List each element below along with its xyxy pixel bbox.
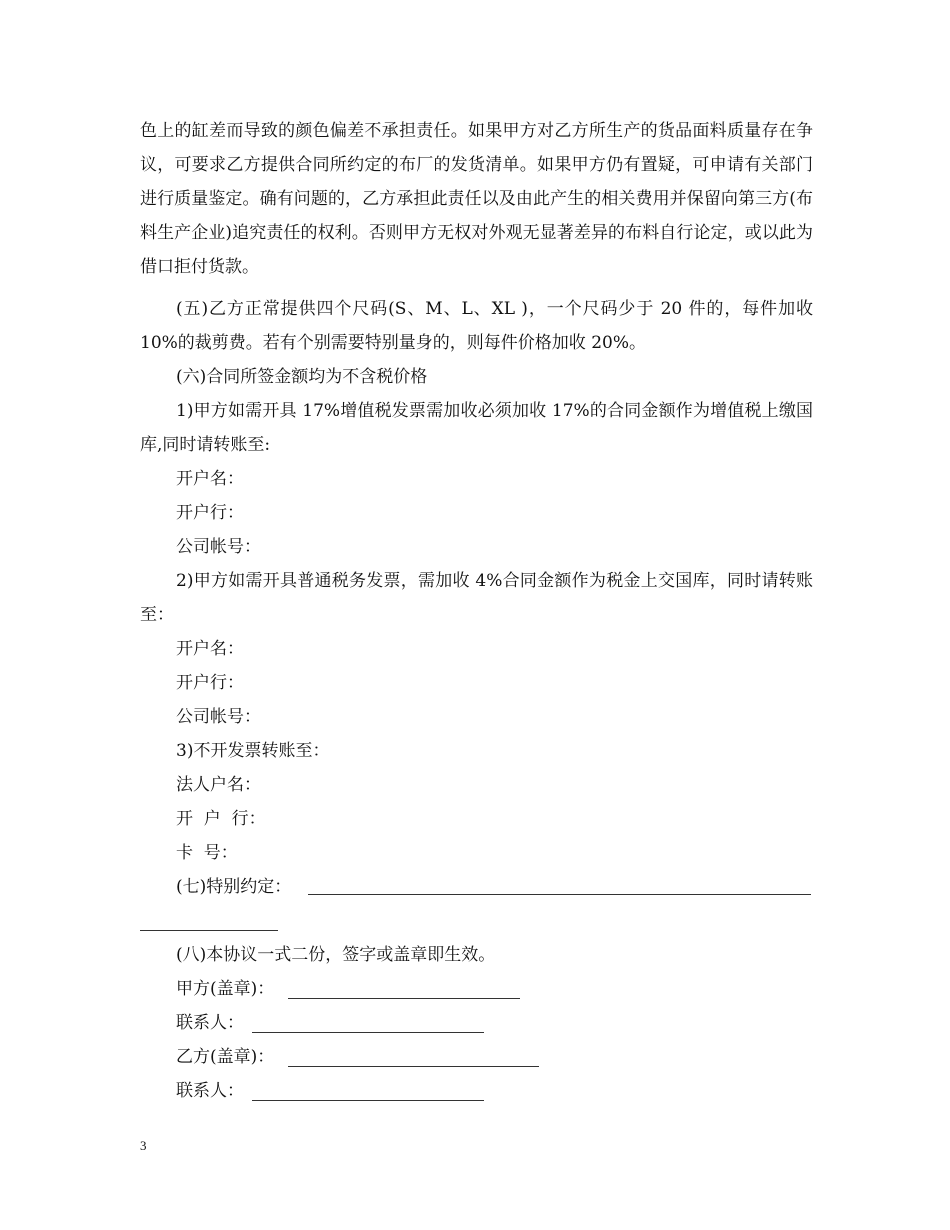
party-b-seal-blank-line bbox=[288, 1066, 539, 1067]
account2-name-label: 开户名： bbox=[176, 639, 244, 659]
clause-6-item-2: 2)甲方如需开具普通税务发票，需加收 4%合同金额作为税金上交国库，同时请转账至： bbox=[140, 571, 813, 625]
party-b-seal-label: 乙方(盖章)： bbox=[176, 1047, 275, 1067]
contact-a-label: 联系人： bbox=[176, 1013, 244, 1033]
special-agreement-blank-line-continued bbox=[140, 930, 278, 931]
special-agreement-blank-line bbox=[308, 894, 811, 895]
contact-a-blank-line bbox=[252, 1032, 484, 1033]
contact-b-blank-line bbox=[252, 1100, 484, 1101]
account2-bank-label: 开户行： bbox=[176, 673, 244, 693]
clause-8-effect: (八)本协议一式二份，签字或盖章即生效。 bbox=[176, 945, 496, 965]
paragraph-clause-5-sizes: (五)乙方正常提供四个尺码(S、M、L、XL )，一个尺码少于 20 件的，每件加收 10%的裁剪费。若有个别需要特别量身的，则每件价格加收 20%。 bbox=[140, 299, 813, 353]
card-number-label: 卡 号： bbox=[176, 843, 238, 863]
account1-name-label: 开户名： bbox=[176, 469, 244, 489]
party-a-seal-blank-line bbox=[288, 998, 520, 999]
legal-person-name-label: 法人户名： bbox=[176, 775, 261, 795]
account1-bank-label: 开户行： bbox=[176, 503, 244, 523]
contact-b-label: 联系人： bbox=[176, 1081, 244, 1101]
account1-number-label: 公司帐号： bbox=[176, 537, 261, 557]
clause-6-item-1: 1)甲方如需开具 17%增值税发票需加收必须加收 17%的合同金额作为增值税上缴国库,同时请转账至: bbox=[140, 401, 813, 455]
party-a-seal-label: 甲方(盖章)： bbox=[176, 979, 275, 999]
clause-6-heading: (六)合同所签金额均为不含税价格 bbox=[176, 367, 428, 387]
page-number: 3 bbox=[140, 1138, 147, 1153]
account2-number-label: 公司帐号： bbox=[176, 707, 261, 727]
paragraph-quality-liability: 色上的缸差而导致的颜色偏差不承担责任。如果甲方对乙方所生产的货品面料质量存在争议，可要求乙方提供合同所约定的布厂的发货清单。如果甲方仍有置疑，可申请有关部门进行质量鉴定。确有问题的，乙方承担此责任以及由此产生的相关费用并保留向第三方(布料生产企业)追究责任的权利。否则甲方无权对外观无显著差异的布料自行论定，或以此为借口拒付货款。 bbox=[140, 121, 813, 277]
clause-6-item-3: 3)不开发票转账至： bbox=[176, 741, 330, 761]
clause-7-label: (七)特别约定： bbox=[176, 877, 292, 897]
no-invoice-bank-label: 开 户 行： bbox=[176, 809, 266, 829]
